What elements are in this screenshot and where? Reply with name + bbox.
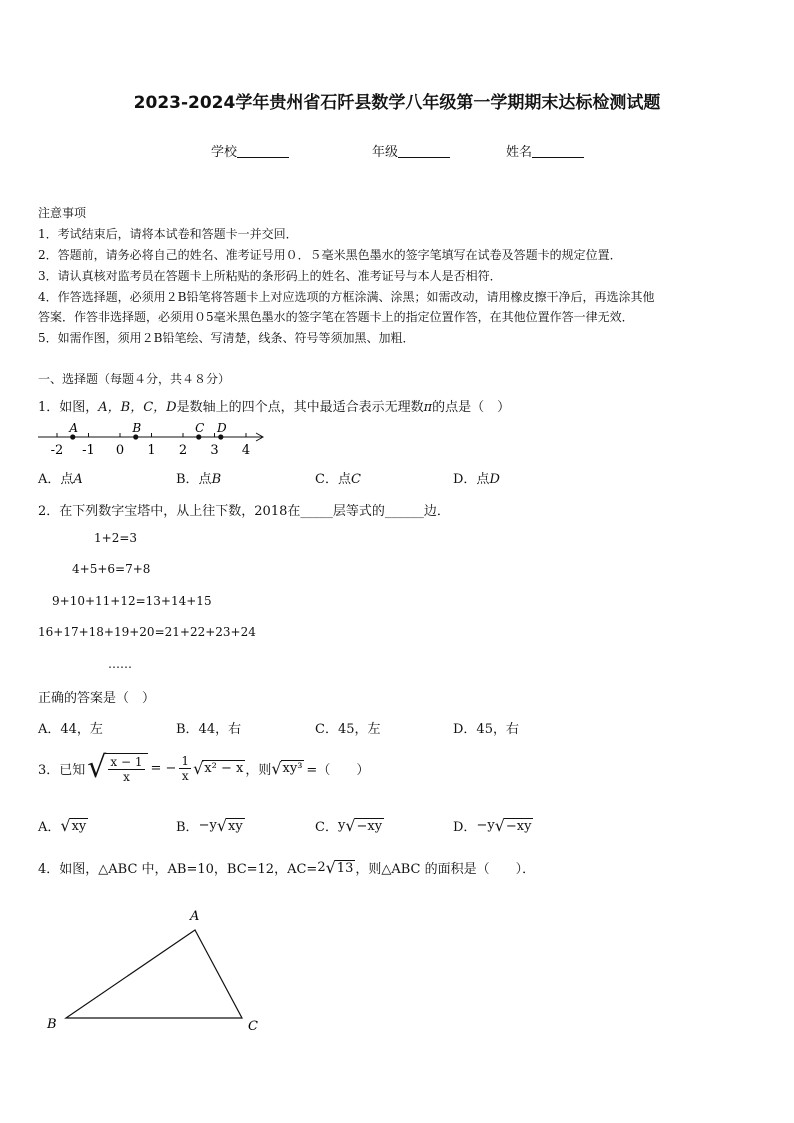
- vertex-b-label: B: [47, 1017, 57, 1032]
- notice-item: 5．如需作图，须用２B铅笔绘、写清楚，线条、符号等须加黑、加粗．: [38, 331, 415, 345]
- point-c-dot: [196, 434, 201, 439]
- q4-stem: 4．如图，△ABC 中，AB=10，BC=12，AC= 2 √ 13 ，则△ABC 的面积是（ ）．: [38, 858, 536, 877]
- q2-prompt: 正确的答案是（ ）: [38, 691, 156, 706]
- number-line-figure: [34, 418, 270, 460]
- q1-option-c[interactable]: C．点C: [315, 472, 361, 487]
- name-field[interactable]: [506, 141, 584, 160]
- vertex-c-label: C: [248, 1019, 258, 1034]
- point-c-label: C: [195, 421, 205, 435]
- section-heading: 一、选择题（每题４分，共４８分）: [38, 372, 231, 386]
- pyramid-row: 4+5+6=7+8: [72, 562, 151, 576]
- grade-label: 年级: [372, 145, 399, 160]
- axis-tick-label: 2: [178, 443, 188, 458]
- grade-field[interactable]: [372, 141, 450, 160]
- notice-item: 3．请认真核对监考员在答题卡上所粘贴的条形码上的姓名、准考证号与本人是否相符．: [38, 269, 502, 283]
- notice-item: 2．答题前，请务必将自己的姓名、准考证号用０．５毫米黑色墨水的签字笔填写在试卷及答题卡的规定位置．: [38, 248, 622, 262]
- q3-stem: 3．已知 √ $\frac{x - 1}{x}$ = − $\frac{1}{x}$ √ x² − x ，则 √ xy³ =（ ）: [38, 750, 370, 785]
- q2-option-d[interactable]: D．45，右: [453, 722, 519, 737]
- q1-option-a[interactable]: A．点A: [38, 472, 83, 487]
- notice-heading: 注意事项: [38, 206, 87, 220]
- triangle-abc: [66, 930, 242, 1018]
- pyramid-row: 1+2=3: [94, 531, 138, 545]
- page-title: 2023-2024学年贵州省石阡县数学八年级第一学期期末达标检测试题: [133, 93, 661, 113]
- axis-tick-label: 3: [210, 443, 219, 458]
- q3-option-a[interactable]: A． √ xy: [38, 816, 87, 835]
- q2-option-a[interactable]: A．44，左: [38, 722, 103, 737]
- notice-item: 4．作答选择题，必须用２B铅笔将答题卡上对应选项的方框涂满、涂黑；如需改动，请用橡皮擦干净后，再选涂其他: [38, 290, 655, 304]
- pyramid-row: 16+17+18+19+20=21+22+23+24: [38, 625, 256, 639]
- vertex-a-label: A: [190, 909, 200, 924]
- axis-tick-label: 0: [115, 443, 125, 458]
- point-d-label: D: [216, 421, 227, 435]
- point-b-label: B: [132, 421, 142, 435]
- q3-option-c[interactable]: C． y √ −xy: [315, 816, 383, 835]
- q3-option-d[interactable]: D． −y √ −xy: [453, 816, 532, 835]
- school-field[interactable]: [211, 141, 289, 160]
- q1-stem: 1．如图，A，B，C，D是数轴上的四个点，其中最适合表示无理数π的点是（ ）: [38, 400, 511, 415]
- point-a-label: A: [69, 421, 79, 435]
- point-d-dot: [218, 434, 223, 439]
- axis-tick-label: 4: [241, 443, 251, 458]
- q2-option-c[interactable]: C．45，左: [315, 722, 381, 737]
- school-label: 学校: [211, 145, 238, 160]
- q2-stem: 2．在下列数字宝塔中，从上往下数，2018在_____层等式的______边．: [38, 504, 450, 519]
- axis-tick-label: -2: [50, 443, 64, 458]
- pyramid-row: ……: [108, 657, 132, 671]
- axis-tick-label: 1: [147, 443, 156, 458]
- point-a-dot: [70, 434, 75, 439]
- pyramid-row: 9+10+11+12=13+14+15: [52, 594, 212, 608]
- q1-option-d[interactable]: D．点D: [453, 472, 500, 487]
- q1-option-b[interactable]: B．点B: [176, 472, 222, 487]
- triangle-figure: [40, 905, 270, 1037]
- name-label: 姓名: [506, 145, 533, 160]
- notice-item: 答案．作答非选择题，必须用０5毫米黑色墨水的签字笔在答题卡上的指定位置作答，在其他位置作答一律无效．: [38, 310, 634, 324]
- q2-option-b[interactable]: B．44，右: [176, 722, 242, 737]
- axis-tick-label: -1: [82, 443, 95, 458]
- notice-item: 1．考试结束后，请将本试卷和答题卡一并交回．: [38, 227, 298, 241]
- point-b-dot: [133, 434, 138, 439]
- q3-option-b[interactable]: B． −y √ xy: [176, 816, 243, 835]
